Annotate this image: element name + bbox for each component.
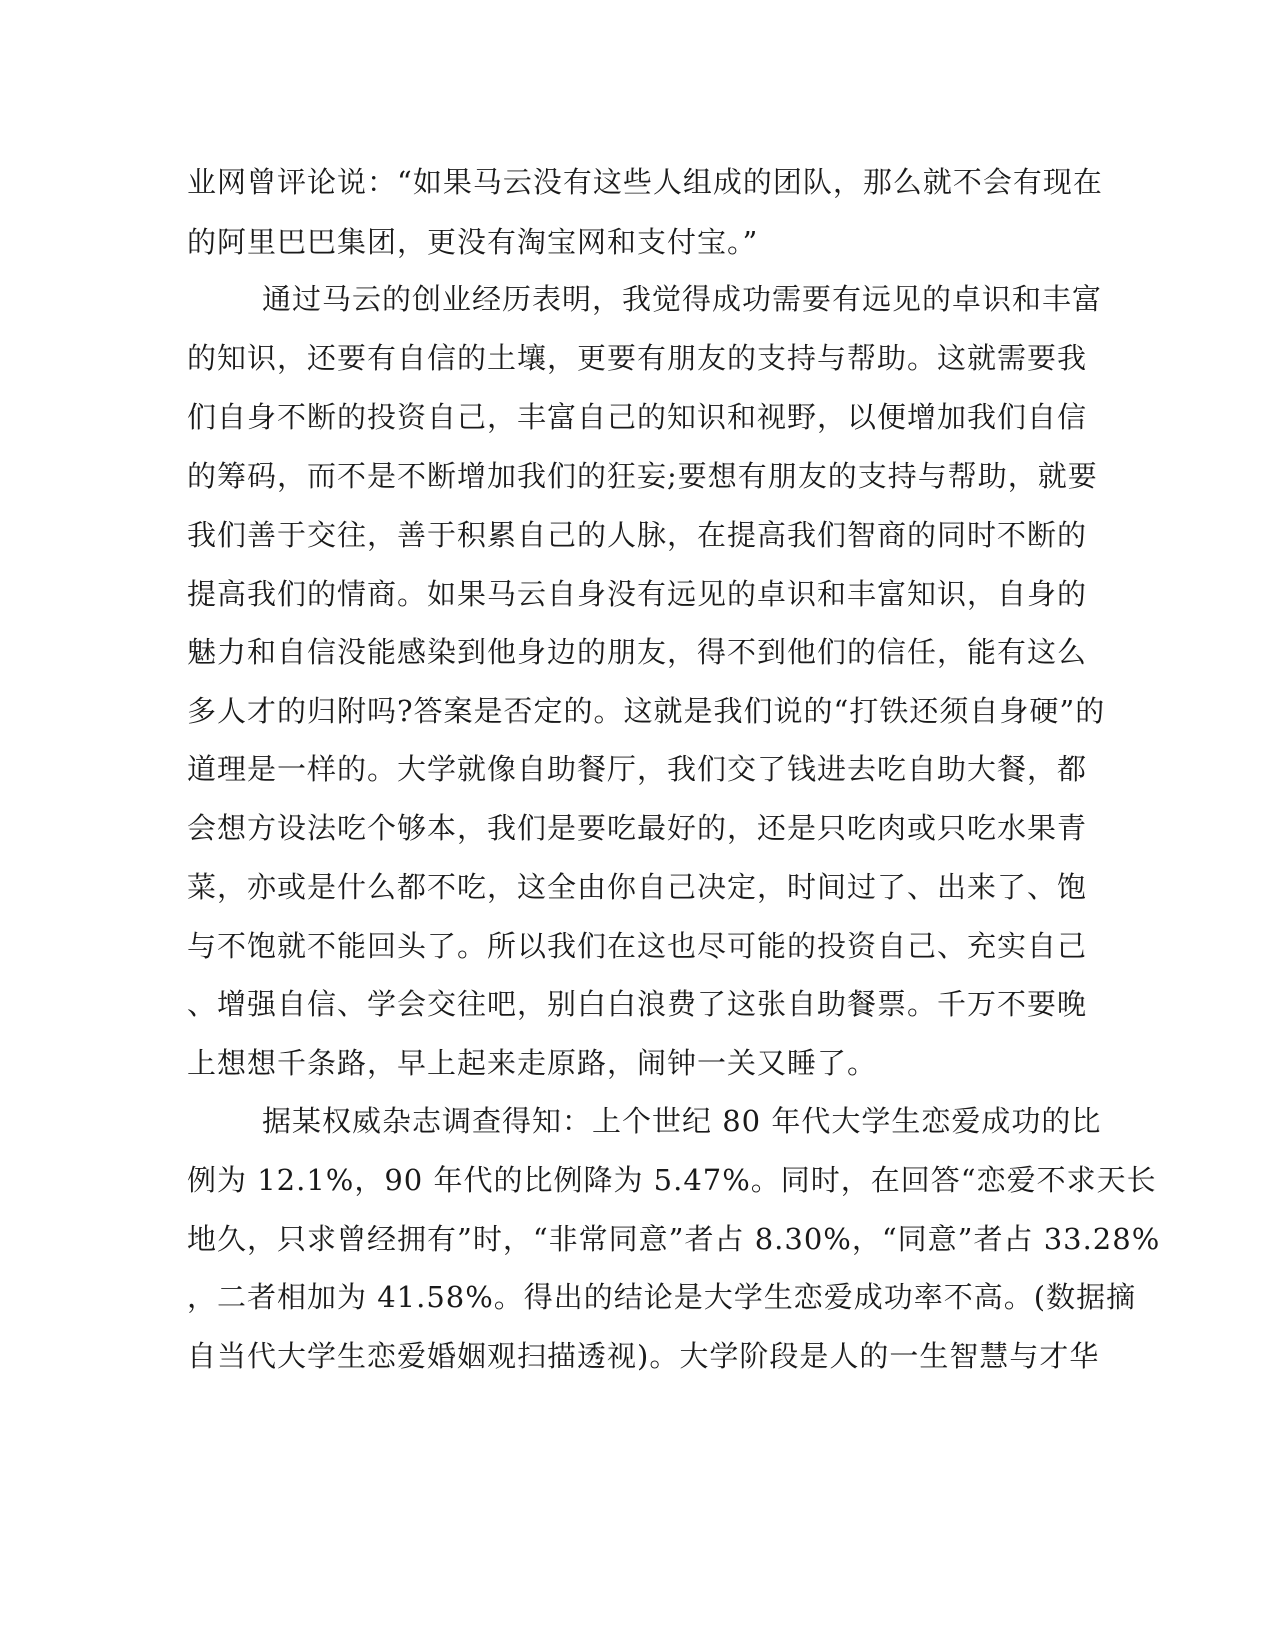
text-line: 多人才的归附吗?答案是否定的。这就是我们说的“打铁还须自身硬”的: [187, 694, 1106, 728]
paragraph-first-line: 据某权威杂志调查得知：上个世纪 80 年代大学生恋爱成功的比: [262, 1104, 1102, 1138]
text-line: 业网曾评论说：“如果马云没有这些人组成的团队，那么就不会有现在: [187, 165, 1103, 199]
text-line: 的阿里巴巴集团，更没有淘宝网和支付宝。”: [187, 225, 759, 259]
text-line: 的筹码，而不是不断增加我们的狂妄;要想有朋友的支持与帮助，就要: [187, 459, 1098, 493]
text-line: 例为 12.1%，90 年代的比例降为 5.47%。同时，在回答“恋爱不求天长: [187, 1163, 1157, 1197]
text-line: 的知识，还要有自信的土壤，更要有朋友的支持与帮助。这就需要我: [187, 341, 1088, 375]
text-line: 会想方设法吃个够本，我们是要吃最好的，还是只吃肉或只吃水果青: [187, 811, 1088, 845]
text-line: 上想想千条路，早上起来走原路，闹钟一关又睡了。: [187, 1046, 878, 1080]
paragraph-first-line: 通过马云的创业经历表明，我觉得成功需要有远见的卓识和丰富: [262, 282, 1103, 316]
text-line: 、增强自信、学会交往吧，别白白浪费了这张自助餐票。千万不要晚: [187, 987, 1088, 1021]
text-line: 我们善于交往，善于积累自己的人脉，在提高我们智商的同时不断的: [187, 518, 1088, 552]
text-line: 道理是一样的。大学就像自助餐厅，我们交了钱进去吃自助大餐，都: [187, 752, 1088, 786]
text-line: 提高我们的情商。如果马云自身没有远见的卓识和丰富知识，自身的: [187, 577, 1088, 611]
text-line: 魅力和自信没能感染到他身边的朋友，得不到他们的信任，能有这么: [187, 635, 1088, 669]
text-line: ，二者相加为 41.58%。得出的结论是大学生恋爱成功率不高。(数据摘: [187, 1280, 1137, 1314]
text-line: 与不饱就不能回头了。所以我们在这也尽可能的投资自己、充实自己: [187, 929, 1088, 963]
text-line: 地久，只求曾经拥有”时，“非常同意”者占 8.30%，“同意”者占 33.28%: [187, 1222, 1161, 1256]
text-line: 们自身不断的投资自己，丰富自己的知识和视野，以便增加我们自信: [187, 400, 1088, 434]
text-line: 菜，亦或是什么都不吃，这全由你自己决定，时间过了、出来了、饱: [187, 870, 1088, 904]
text-line: 自当代大学生恋爱婚姻观扫描透视)。大学阶段是人的一生智慧与才华: [187, 1339, 1100, 1373]
